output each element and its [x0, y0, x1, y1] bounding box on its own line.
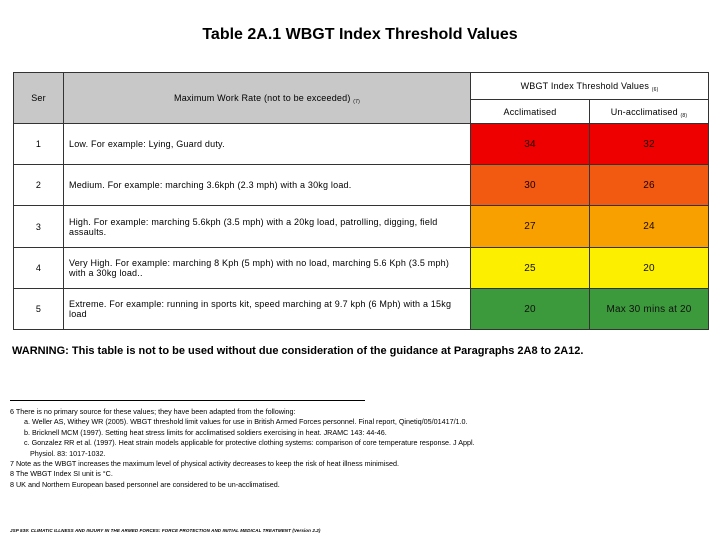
header-threshold-ref: (6) [651, 87, 659, 93]
table-row [14, 124, 709, 165]
footnotes [10, 407, 710, 490]
page-footer: JSP 539: CLIMATIC ILLNESS AND INJURY IN THE ARMED FORCES: FORCE PROTECTION AND INITIAL MEDICAL TREATMENT (Version 2.2) [10, 528, 321, 533]
footnote-6: 6 There is no primary source for these values; they have been adapted from the following: [10, 407, 296, 416]
footnote-divider [10, 400, 365, 401]
row-ser: 1 [14, 124, 64, 165]
page-title: Table 2A.1 WBGT Index Threshold Values [202, 26, 518, 43]
header-threshold-label: WBGT Index Threshold Values [520, 81, 650, 91]
row-acclimatised-value: 25 [471, 248, 590, 289]
footnote-6b: b. Bricknell MCM (1997). Setting heat stress limits for acclimatised soldiers exercising in heat. JRAMC 143: 44-46. [24, 427, 387, 437]
footnote-6a: a. Weller AS, Withey WR (2005). WBGT threshold limit values for use in British Armed Forces personnel. Final report, Qinetiq/05/01417/1.0. [24, 417, 468, 427]
row-unacclimatised-value: 32 [590, 124, 709, 165]
row-description: Very High. For example: marching 8 Kph (5 mph) with no load, marching 5.6 Kph (3.5 mph) with a 30kg load.. [64, 248, 471, 289]
row-ser: 2 [14, 165, 64, 206]
header-acclimatised: Acclimatised [471, 100, 590, 124]
row-unacclimatised-value: 20 [590, 248, 709, 289]
warning-text: WARNING: This table is not to be used without due consideration of the guidance at Paragraphs 2A8 to 2A12. [12, 345, 584, 357]
row-acclimatised-value: 27 [471, 206, 590, 248]
footnote-8-unit: 8 The WBGT Index SI unit is °C. [10, 469, 113, 479]
row-unacclimatised-value: Max 30 mins at 20 [590, 289, 709, 330]
row-acclimatised-value: 34 [471, 124, 590, 165]
header-unacclimatised-label: Un-acclimatised [610, 106, 678, 117]
wbgt-threshold-table [13, 72, 709, 330]
row-acclimatised-value: 30 [471, 165, 590, 206]
header-work-rate-ref: (7) [353, 99, 360, 105]
row-description: Extreme. For example: running in sports kit, speed marching at 9.7 kph (6 Mph) with a 15kg load [64, 289, 471, 330]
footnote-6c-cont: Physiol. 83: 1017-1032. [30, 448, 106, 458]
row-acclimatised-value: 20 [471, 289, 590, 330]
row-unacclimatised-value: 26 [590, 165, 709, 206]
row-ser: 3 [14, 206, 64, 248]
table-header-row-1 [14, 73, 709, 100]
header-unacclimatised-ref: (8) [680, 112, 688, 119]
table-row [14, 165, 709, 206]
row-ser: 5 [14, 289, 64, 330]
header-unacclimatised [590, 100, 709, 124]
row-ser: 4 [14, 248, 64, 289]
table-row [14, 206, 709, 248]
header-work-rate-label: Maximum Work Rate (not to be exceeded) [174, 93, 351, 103]
row-unacclimatised-value: 24 [590, 206, 709, 248]
footnote-6c: c. Gonzalez RR et al. (1997). Heat strain models applicable for protective clothing systems: comparison of core temperature response. J Appl. [24, 438, 475, 448]
header-threshold [471, 73, 709, 100]
table-row [14, 248, 709, 289]
table-row [14, 289, 709, 330]
row-description: High. For example: marching 5.6kph (3.5 mph) with a 20kg load, patrolling, digging, field assaults. [64, 206, 471, 248]
header-work-rate [64, 73, 471, 124]
header-ser: Ser [14, 73, 64, 124]
row-description: Low. For example: Lying, Guard duty. [64, 124, 471, 165]
footnote-7: 7 Note as the WBGT increases the maximum level of physical activity decreases to keep the risk of heat illness minimised. [10, 459, 399, 469]
footnote-8-personnel: 8 UK and Northern European based personnel are considered to be un-acclimatised. [10, 479, 280, 489]
row-description: Medium. For example: marching 3.6kph (2.3 mph) with a 30kg load. [64, 165, 471, 206]
